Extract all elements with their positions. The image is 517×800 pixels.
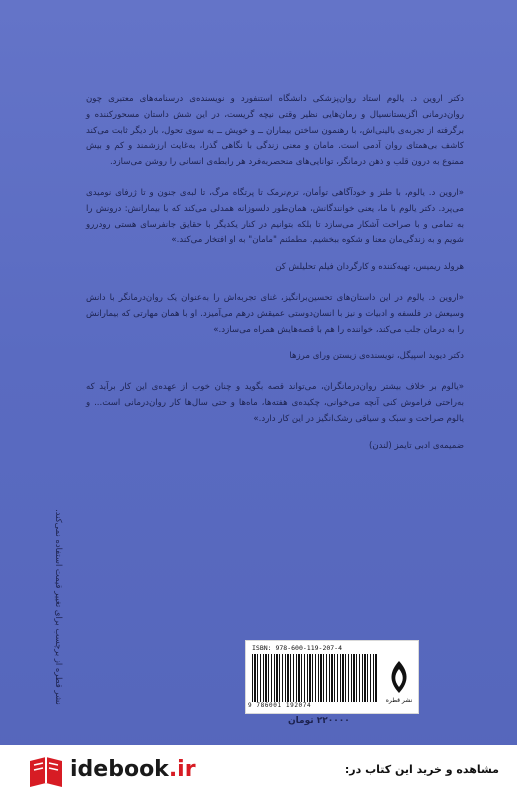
blurb-paragraph-3: «اروین د. یالوم در این داستان‌های تحسین‌برانگیز، غنای تجربه‌اش را به‌عنوان یک روان‌درمانگر با دانش وسیعش در فلسفه و ادبیات و نیز با انسان‌دوستی عمیقش درهم می‌آمیزد. او با همان مهارتی که بیمارانش را به درمان جلب می‌کند، خواننده را هم با قصه‌هایش همراه می‌سازد.»	[86, 292, 464, 335]
blurb-paragraph-4: «یالوم بر خلاف بیشتر روان‌درمانگران، می‌تواند قصه بگوید و چنان خوب از عهده‌ی این کار برآید که به‌راحتی فراموش کنی آنچه می‌خوانی، چکیده‌ی هفته‌ها، ماه‌ها و حتی سال‌ها کار روان‌درمانی است... و یالوم صراحت و سبک و سیاقی رشک‌انگیز در این کار دارد.»	[86, 382, 464, 424]
blurb-paragraph-1: دکتر اروین د. یالوم استاد روان‌پزشکی دانشگاه استنفورد و نویسنده‌ی درسنامه‌های معتبری چون روان‌درمانی اگزیستانسیال و رمان‌هایی نظیر وقتی نیچه گریست، در این شش داستان مسحورکننده و برگرفته از تجربه‌ی بالینی‌اش، با رهنمون ساختن بیماران ــ و خویش ــ به سوی تحول، بار دیگر ثابت می‌کند کاشف بی‌همتای روان آدمی است. مامان و معنی زندگی با نگاهی گذرا، به‌غایت ارزشمند و کم و بیش ممنوع به درون قلب و ذهن درمانگر، توانایی‌های منحصربه‌فرد هر رابطه‌ی انسانی را روشن می‌سازد.	[86, 94, 464, 168]
blurb-paragraph-2: «اروین د. یالوم، با طنز و خودآگاهی توأمان، ترم‌نرمک تا پرتگاه مرگ، تا لبه‌ی جنون و تا ژرفای نومیدی می‌پرد. دکتر یالوم با ما، یعنی خوانندگانش، همان‌طور دلسوزانه همدلی می‌کند که با بیمارانش: درونش را به تمامی و با صراحت آشکار می‌سازد تا بلکه بتوانیم در کنار یکدیگر با حقایق جانفرسای هستی رودررو شویم و به زندگی‌مان معنا و شکوه ببخشیم. مطمئنم "مامان" به او افتخار می‌کند.»	[86, 187, 464, 246]
barcode-digits: 9 786001 192074	[248, 702, 312, 709]
blurb-column	[86, 92, 464, 469]
credit-3: ضمیمه‌ی ادبی تایمز (لندن)	[369, 440, 464, 451]
barcode-box	[245, 640, 419, 714]
store-banner[interactable]	[0, 745, 517, 800]
publisher-logo-label: نشر قطره	[385, 697, 413, 704]
price-label-note-text: نشر قطره از برچسب برای تغییر قیمت استفاده نمی‌کند.	[54, 509, 64, 705]
banner-call-to-action: مشاهده و خرید این کتاب در:	[344, 763, 499, 776]
price-label-note	[44, 495, 62, 725]
price-text: ۲۲۰۰۰۰ تومان	[288, 716, 350, 726]
publisher-logo-icon	[384, 659, 414, 699]
site-logo[interactable]	[70, 757, 196, 782]
site-name-main: idebook	[70, 757, 169, 782]
book-icon	[26, 753, 66, 791]
credit-1: هرولد ریمیس، تهیه‌کننده و کارگردان فیلم تحلیلش کن	[275, 262, 464, 273]
credit-2: دکتر دیوید اسپیگل، نویسنده‌ی زیستن ورای مرزها	[289, 351, 464, 362]
site-name-suffix: .ir	[168, 757, 196, 782]
isbn-text: ISBN: 978-600-119-207-4	[252, 644, 343, 652]
barcode-bars	[252, 654, 378, 702]
